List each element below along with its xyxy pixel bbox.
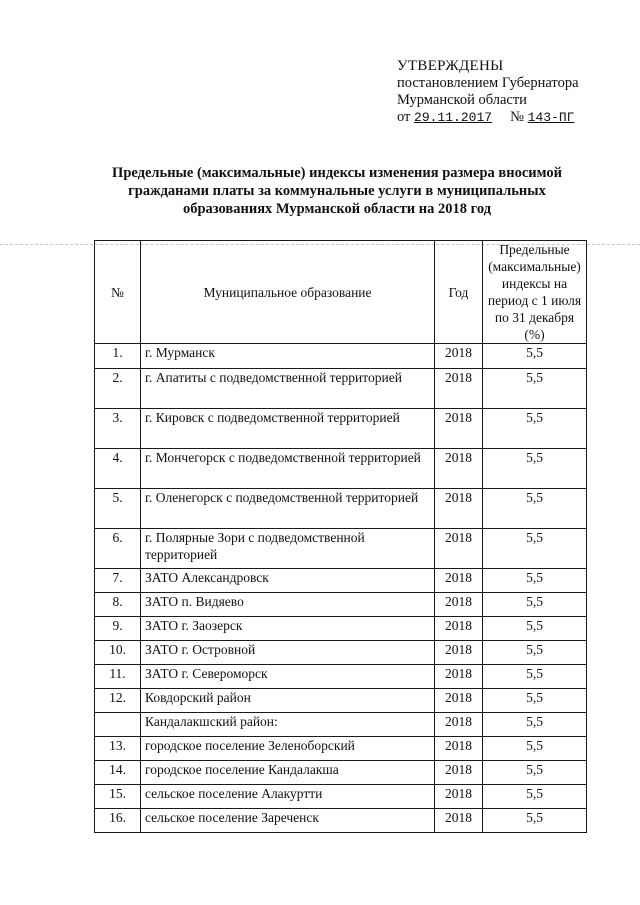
- row-num: 1.: [95, 344, 141, 369]
- indices-table: [94, 240, 587, 833]
- header-year: Год: [435, 241, 483, 344]
- row-num: 14.: [95, 761, 141, 785]
- approval-line-1: постановлением Губернатора: [397, 75, 579, 91]
- number-prefix: №: [510, 109, 525, 125]
- table-row: [95, 617, 587, 641]
- row-num: [95, 713, 141, 737]
- table-row: [95, 665, 587, 689]
- row-year: 2018: [435, 529, 483, 569]
- row-index: 5,5: [483, 617, 587, 641]
- row-index: 5,5: [483, 785, 587, 809]
- row-index: 5,5: [483, 409, 587, 449]
- approval-block: [397, 58, 627, 126]
- approval-number: 143-ПГ: [527, 110, 575, 125]
- row-index: 5,5: [483, 569, 587, 593]
- row-year: 2018: [435, 369, 483, 409]
- table-row: [95, 809, 587, 833]
- table-row: [95, 593, 587, 617]
- table-row: [95, 344, 587, 369]
- row-name: г. Кировск с подведомственной территорией: [141, 409, 435, 449]
- approval-date: 29.11.2017: [414, 110, 493, 125]
- row-index: 5,5: [483, 489, 587, 529]
- row-name: ЗАТО г. Заозерск: [141, 617, 435, 641]
- row-name: ЗАТО г. Островной: [141, 641, 435, 665]
- header-num: №: [95, 241, 141, 344]
- row-num: 13.: [95, 737, 141, 761]
- row-index: 5,5: [483, 761, 587, 785]
- row-name: г. Полярные Зори с подведомственной территорией: [141, 529, 435, 569]
- row-num: 15.: [95, 785, 141, 809]
- row-num: 3.: [95, 409, 141, 449]
- approval-line-2: Мурманской области: [397, 92, 527, 108]
- row-year: 2018: [435, 569, 483, 593]
- row-name: ЗАТО Александровск: [141, 569, 435, 593]
- row-year: 2018: [435, 449, 483, 489]
- row-num: 4.: [95, 449, 141, 489]
- header-index: Предельные (максимальные) индексы на период с 1 июля по 31 декабря (%): [483, 241, 587, 344]
- row-index: 5,5: [483, 344, 587, 369]
- row-index: 5,5: [483, 713, 587, 737]
- row-year: 2018: [435, 809, 483, 833]
- row-year: 2018: [435, 641, 483, 665]
- table-row: [95, 409, 587, 449]
- row-year: 2018: [435, 761, 483, 785]
- row-name: Кандалакшский район:: [141, 713, 435, 737]
- row-index: 5,5: [483, 737, 587, 761]
- row-year: 2018: [435, 409, 483, 449]
- row-index: 5,5: [483, 809, 587, 833]
- row-year: 2018: [435, 593, 483, 617]
- row-year: 2018: [435, 665, 483, 689]
- row-index: 5,5: [483, 369, 587, 409]
- row-num: 9.: [95, 617, 141, 641]
- table-row: [95, 641, 587, 665]
- table-row: [95, 449, 587, 489]
- row-year: 2018: [435, 489, 483, 529]
- row-index: 5,5: [483, 593, 587, 617]
- approval-date-line: [397, 109, 627, 126]
- row-year: 2018: [435, 737, 483, 761]
- row-year: 2018: [435, 617, 483, 641]
- table-header-row: [95, 241, 587, 344]
- row-year: 2018: [435, 344, 483, 369]
- table-row: [95, 369, 587, 409]
- row-name: г. Мурманск: [141, 344, 435, 369]
- table-row: [95, 737, 587, 761]
- row-index: 5,5: [483, 665, 587, 689]
- row-year: 2018: [435, 689, 483, 713]
- row-index: 5,5: [483, 641, 587, 665]
- row-index: 5,5: [483, 449, 587, 489]
- row-name: г. Апатиты с подведомственной территорией: [141, 369, 435, 409]
- row-num: 7.: [95, 569, 141, 593]
- row-num: 11.: [95, 665, 141, 689]
- table-row: [95, 785, 587, 809]
- row-num: 12.: [95, 689, 141, 713]
- row-num: 16.: [95, 809, 141, 833]
- row-name: сельское поселение Алакуртти: [141, 785, 435, 809]
- table-row: [95, 569, 587, 593]
- row-num: 6.: [95, 529, 141, 569]
- table-row: [95, 529, 587, 569]
- document-title: Предельные (максимальные) индексы изменения размера вносимой гражданами платы за коммунальные услуги в муниципальных образованиях Мурманской области на 2018 год: [112, 165, 562, 217]
- row-name: ЗАТО п. Видяево: [141, 593, 435, 617]
- row-year: 2018: [435, 785, 483, 809]
- row-num: 10.: [95, 641, 141, 665]
- table-row: [95, 489, 587, 529]
- row-name: городское поселение Кандалакша: [141, 761, 435, 785]
- table-body: [95, 344, 587, 833]
- row-name: ЗАТО г. Североморск: [141, 665, 435, 689]
- table-row: [95, 689, 587, 713]
- date-prefix: от: [397, 109, 411, 125]
- row-year: 2018: [435, 713, 483, 737]
- row-num: 5.: [95, 489, 141, 529]
- row-name: сельское поселение Зареченск: [141, 809, 435, 833]
- table-row: [95, 713, 587, 737]
- row-num: 2.: [95, 369, 141, 409]
- row-name: г. Мончегорск с подведомственной территорией: [141, 449, 435, 489]
- header-name: Муниципальное образование: [141, 241, 435, 344]
- row-num: 8.: [95, 593, 141, 617]
- approval-heading: УТВЕРЖДЕНЫ: [397, 58, 504, 74]
- row-index: 5,5: [483, 529, 587, 569]
- row-name: г. Оленегорск с подведомственной территорией: [141, 489, 435, 529]
- row-name: Ковдорский район: [141, 689, 435, 713]
- row-index: 5,5: [483, 689, 587, 713]
- row-name: городское поселение Зеленоборский: [141, 737, 435, 761]
- table-row: [95, 761, 587, 785]
